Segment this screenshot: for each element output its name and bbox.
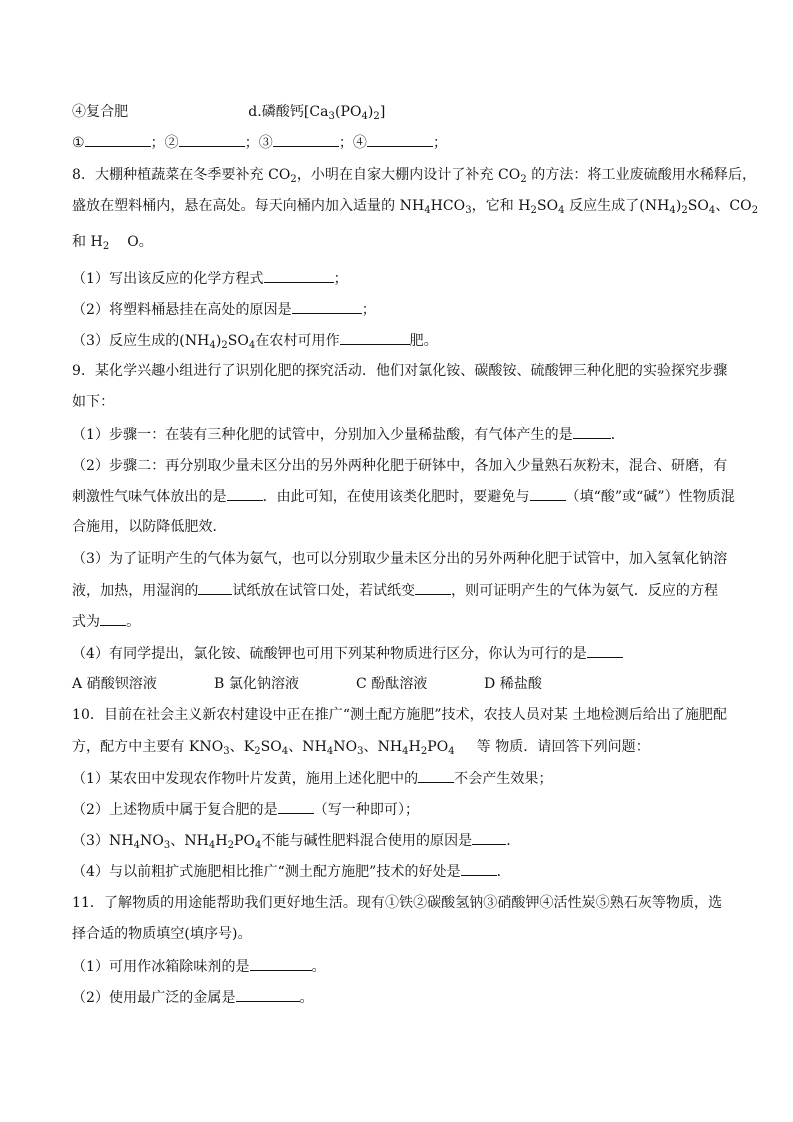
q9-stem-line1: 9．某化学兴趣小组进行了识别化肥的探究活动．他们对氯化铵、碳酸铵、硫酸钾三种化肥的实验探究步骤 [72,363,728,379]
q11-blank-1[interactable] [250,956,312,971]
q9-sub3-line3: 式为 。 [72,611,140,632]
q9-sub2-line1: （2）步骤二：再分别取少量未区分出的另外两种化肥于研钵中，各加入少量熟石灰粉末，混合、研磨，有 [72,458,728,474]
q8-blank-3[interactable] [340,330,410,345]
q9-sub2-line3: 合施用，以防降低肥效． [72,519,227,535]
q8-stem-line1: 8．大棚种植蔬菜在冬季要补充 $CO_2$，小明在自家大棚内设计了补充 $CO_2$ 的方法：将工业废硫酸用水稀释后， [72,167,757,185]
q10-blank-2[interactable] [278,799,314,814]
q8-sub1: （1）写出该反应的化学方程式 ； [72,268,348,289]
q9-option-c[interactable]: C 酚酞溶液 [356,676,428,692]
q8-stem-line3: 和 $H_2$ O。 [72,234,153,252]
q9-blank-5[interactable] [415,580,451,595]
q10-sub4: （4）与以前粗扩式施肥相比推广“测土配方施肥”技术的好处是 ． [72,861,511,882]
q10-blank-4[interactable] [461,861,497,876]
q9-option-a[interactable]: A 硝酸钡溶液 [72,676,157,692]
q9-sub1: （1）步骤一：在装有三种化肥的试管中，分别加入少量稀盐酸，有气体产生的是 ． [72,424,625,445]
answer-blank-1[interactable] [85,132,151,147]
q11-stem-line2: 择合适的物质填空(填序号)。 [72,926,252,942]
answer-blanks-line: ① ；② ；③ ；④ ； [72,132,447,153]
q9-blank-4[interactable] [198,580,232,595]
q9-blank-1[interactable] [573,424,611,439]
q10-blank-3[interactable] [472,830,506,845]
q9-sub3-line1: （3）为了证明产生的气体为氨气，也可以分别取少量未区分出的另外两种化肥于试管中，加入氢氧化钠溶 [72,551,728,567]
q11-blank-2[interactable] [236,987,300,1002]
q9-option-b[interactable]: B 氯化钠溶液 [214,676,300,692]
q9-blank-3[interactable] [530,486,566,501]
q9-sub2-line2: 刺激性气味气体放出的是 ．由此可知，在使用该类化肥时，要避免与 （填“酸”或“碱”）性物质混 [72,486,735,507]
q10-stem-line2: 方，配方中主要有 $KNO_3$、$K_2SO_4$、$NH_4NO_3$、$NH_4H_2PO_4$ 等 物质．请回答下列问题： [72,739,650,757]
option-compound-fertilizer: ④复合肥 [72,104,129,120]
q9-option-d[interactable]: D 稀盐酸 [484,676,542,692]
q10-blank-1[interactable] [418,768,454,783]
answer-blank-3[interactable] [273,132,339,147]
q9-blank-6[interactable] [100,611,126,626]
q9-blank-2[interactable] [227,486,263,501]
option-line-4 [72,102,385,127]
q11-sub2: （2）使用最广泛的金属是 。 [72,987,314,1008]
q11-stem-line1: 11．了解物质的用途能帮助我们更好地生活。现有①铁②碳酸氢钠③硝酸钾④活性炭⑤熟石灰等物质，选 [72,895,723,911]
q10-sub2: （2）上述物质中属于复合肥的是 （写一种即可）； [72,799,419,820]
q8-blank-2[interactable] [292,299,362,314]
q9-sub4: （4）有同学提出，氯化铵、硫酸钾也可用下列某种物质进行区分，你认为可行的是 [72,643,623,664]
answer-blank-2[interactable] [179,132,245,147]
q10-sub3: $(3)NH_4NO_3$、$NH_4H_2PO_4$不能与碱性肥料混合使用的原因是 ． [72,830,520,856]
q8-sub2: （2）将塑料桶悬挂在高处的原因是 ； [72,299,376,320]
answer-blank-4[interactable] [367,132,433,147]
q8-blank-1[interactable] [264,268,334,283]
q9-blank-7[interactable] [587,643,623,658]
q10-sub1: （1）某农田中发现农作物叶片发黄，施用上述化肥中的 不会产生效果； [72,768,553,789]
q9-sub3-line2: 液，加热，用湿润的 试纸放在试管口处，若试纸变 ，则可证明产生的气体为氨气．反应的方程 [72,580,718,601]
q9-options [72,674,542,694]
q8-sub3: （3）反应生成的$(NH_4)_2SO_4$在农村可用作 肥。 [72,330,438,356]
q9-stem-line2: 如下： [72,394,115,410]
q11-sub1: （1）可用作冰箱除味剂的是 。 [72,956,326,977]
option-calcium-phosphate: d.磷酸钙$[Ca_3(PO_4)_2]$ [248,104,386,122]
q8-stem-line2: 盛放在塑料桶内，悬在高处。每天向桶内加入适量的 $NH_4HCO_3$，它和 $H_2SO_4$ 反应生成了$(NH_4)_2SO_4$、$CO_2$ [72,198,759,216]
q10-stem-line1: 10．目前在社会主义新农村建设中正在推广“测土配方施肥”技术，农技人员对某 土地检测后给出了施肥配 [72,707,728,723]
